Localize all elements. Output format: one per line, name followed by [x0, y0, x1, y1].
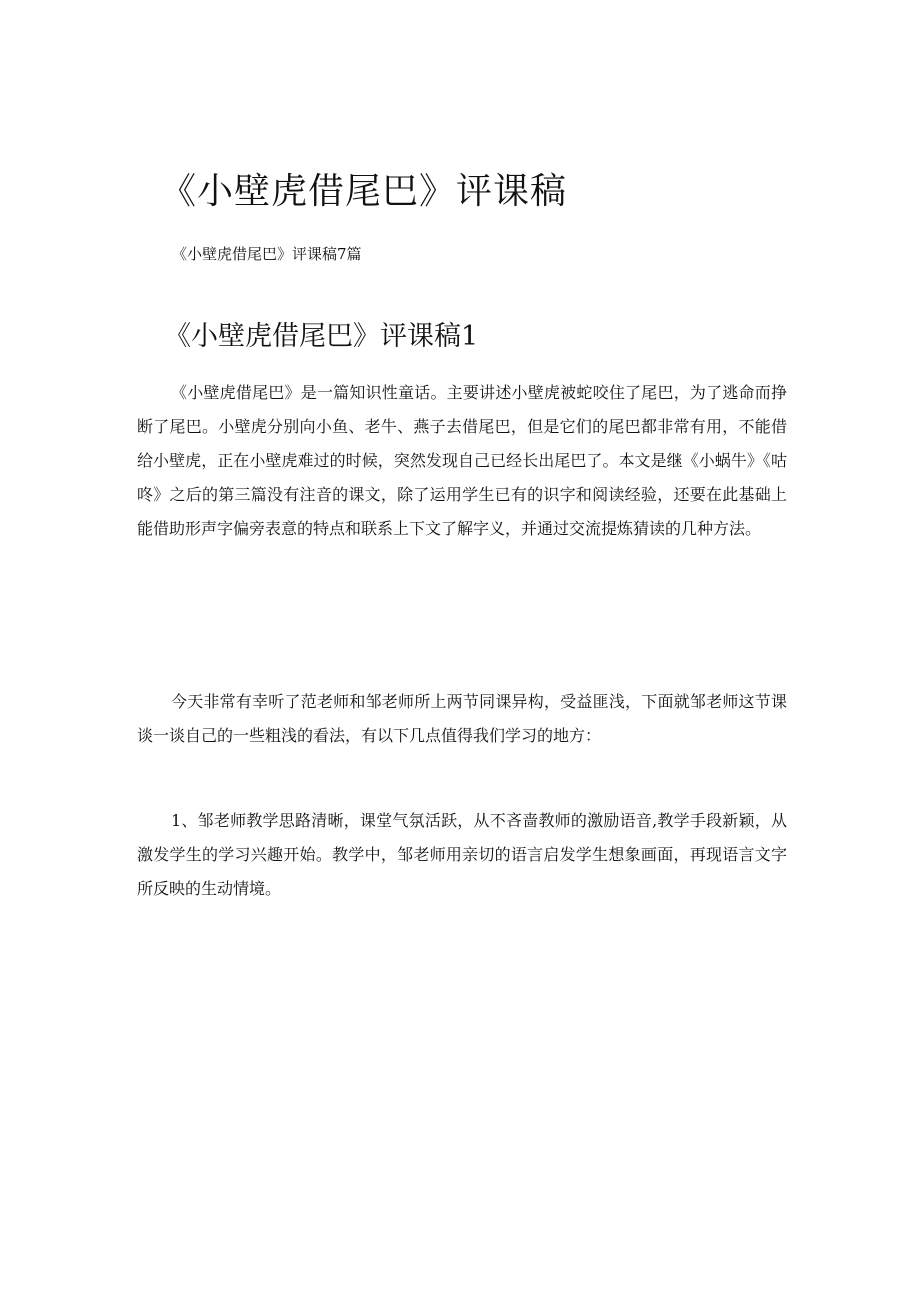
paragraph-intro: 《小壁虎借尾巴》是一篇知识性童话。主要讲述小壁虎被蛇咬住了尾巴，为了逃命而挣断了尾巴。小壁虎分别向小鱼、老牛、燕子去借尾巴，但是它们的尾巴都非常有用，不能借给小壁虎，正在小壁虎难过的时候，突然发现自己已经长出尾巴了。本文是继《小蜗牛》《咕咚》之后的第三篇没有注音的课文，除了运用学生已有的识字和阅读经验，还要在此基础上能借助形声字偏旁表意的特点和联系上下文了解字义，并通过交流提炼猜读的几种方法。 [137, 383, 787, 538]
section-heading: 《小壁虎借尾巴》评课稿1 [164, 321, 479, 352]
document-subtitle: 《小壁虎借尾巴》评课稿7篇 [172, 245, 362, 263]
paragraph-observation: 今天非常有幸听了范老师和邹老师所上两节同课异构，受益匪浅，下面就邹老师这节课谈一谈自己的一些粗浅的看法，有以下几点值得我们学习的地方： [137, 692, 787, 745]
paragraph-point-1: 1、邹老师教学思路清晰，课堂气氛活跃，从不吝啬教师的激励语音,教学手段新颖，从激发学生的学习兴趣开始。教学中，邹老师用亲切的语言启发学生想象画面，再现语言文字所反映的生动情境。 [137, 811, 787, 898]
document-title: 《小壁虎借尾巴》评课稿 [160, 171, 568, 212]
